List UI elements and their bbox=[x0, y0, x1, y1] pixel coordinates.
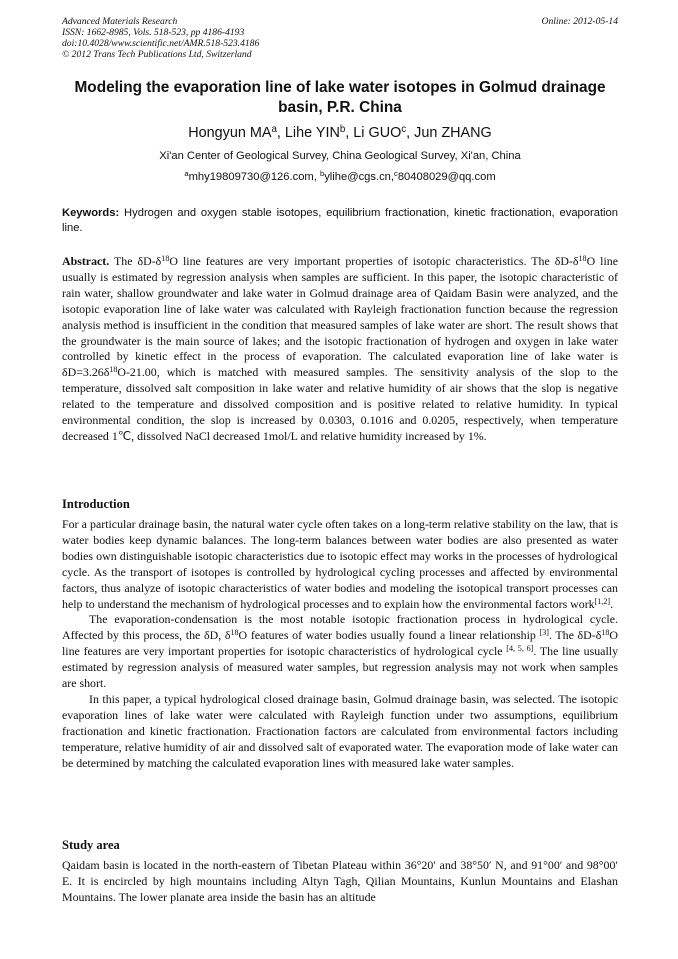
text-run: . The δD-δ bbox=[548, 628, 602, 643]
citation[interactable]: [3] bbox=[539, 628, 549, 638]
abstract-text: O line usually is estimated by regression analysis when samples are sufficient. In this paper, the isotopic characteristic of rain water, shallow groundwater and lake water in Golmud drainage area of Qaidam Basin were analyzed, and the isotopic evaporation line of lake water was calculated with Rayleigh fractionation function because the regression analysis method is insufficient in the condition that measured samples of lake water are short. The result shows that the groundwater is the main source of lakes; and the isotopic fractionation of hydrogen and oxygen in lake water controlled by kinetic effect in the process of evaporation. The calculated evaporation line of lake water is δD=3.26δ bbox=[62, 254, 618, 380]
author bbox=[188, 125, 285, 141]
email-list bbox=[62, 170, 618, 184]
text-run: O line features are very important properties for isotopic characteristics of hydrological cycle bbox=[62, 628, 618, 659]
superscript: 18 bbox=[161, 253, 170, 263]
paper-title: Modeling the evaporation line of lake water isotopes in Golmud drainage basin, P.R. China bbox=[74, 79, 606, 116]
email-mark: a bbox=[184, 169, 189, 179]
author-separator: , bbox=[345, 125, 354, 141]
issn-line: ISSN: 1662-8985, Vols. 518-523, pp 4186-4193 bbox=[62, 27, 245, 38]
author-name: Hongyun MA bbox=[188, 125, 272, 141]
doi-line: doi:10.4028/www.scientific.net/AMR.518-523.4186 bbox=[62, 38, 260, 49]
citation[interactable]: [4, 5, 6] bbox=[506, 644, 534, 654]
abstract-text: The δD-δ bbox=[109, 254, 162, 268]
author-name: Jun ZHANG bbox=[414, 125, 492, 141]
author bbox=[353, 125, 414, 141]
keywords bbox=[62, 206, 618, 236]
superscript: 18 bbox=[601, 628, 610, 638]
paragraph bbox=[62, 692, 618, 772]
author bbox=[414, 125, 492, 141]
author bbox=[285, 125, 353, 141]
paragraph bbox=[62, 517, 618, 612]
journal-header bbox=[62, 16, 618, 60]
study-area-body: Qaidam basin is located in the north-eastern of Tibetan Plateau within 36°20′ and 38°50′ N, and 91°00′ and 98°00′ E. It is encircled by high mountains including Altyn Tagh, Qilian Mountains, Kunlun Mountains and Elashan Mountains. The lower planate area inside the basin has an altitude bbox=[62, 858, 618, 904]
email-mark: c bbox=[394, 169, 398, 179]
author-name: Li GUO bbox=[353, 125, 402, 141]
section-heading-introduction: Introduction bbox=[62, 497, 130, 511]
superscript: 18 bbox=[109, 365, 118, 375]
email-address[interactable]: 80408029@qq.com bbox=[397, 171, 496, 183]
email-mark: b bbox=[319, 169, 325, 179]
paragraph bbox=[62, 612, 618, 692]
online-date: Online: 2012-05-14 bbox=[541, 16, 618, 27]
text-run: The evaporation-condensation is the most notable isotopic fractionation process in hydrological cycle. Affected by this process, the δD, δ bbox=[62, 612, 618, 643]
citation[interactable]: [1,2] bbox=[594, 596, 611, 606]
affiliation: Xi'an Center of Geological Survey, China Geological Survey, Xi'an, China bbox=[159, 150, 521, 162]
text-run: O features of water bodies usually found a linear relationship bbox=[238, 628, 540, 643]
author-affil-mark: a bbox=[271, 124, 277, 136]
author-separator: , bbox=[276, 125, 285, 141]
keywords-text: Hydrogen and oxygen stable isotopes, equilibrium fractionation, kinetic fractionation, evaporation line. bbox=[62, 207, 618, 234]
author-separator: , bbox=[406, 125, 415, 141]
text-run: . bbox=[610, 596, 614, 611]
section-heading-study-area: Study area bbox=[62, 838, 120, 852]
text-run: In this paper, a typical hydrological closed drainage basin, Golmud drainage basin, was selected. The isotopic evaporation lines of lake water were calculated with Rayleigh function under two assumptions, equilibrium fractionation and kinetic fractionation. Fractionation factors are calculated from environmental factors including temperature, relative humidity of air and dissolved salt of evaporated water. The evaporation mode of lake water can be determined by matching the calculated evaporation lines with measured lake water samples. bbox=[62, 691, 618, 770]
keywords-label: Keywords: bbox=[62, 207, 120, 219]
abstract-text: O-21.00, which is matched with measured samples. The sensitivity analysis of the slop to the temperature, dissolved salt composition in lake water and relative humidity of air shows that the slop is negative related to the temperature and dissolved composition and is positive related to relative humidity. In typical environmental condition, the slop is increased by 0.0303, 0.1016 and 0.0205, respectively, when temperature decreased 1℃, dissolved NaCl decreased 1mol/L and relative humidity increased by 1%. bbox=[62, 365, 618, 443]
superscript: 18 bbox=[578, 253, 587, 263]
journal-name: Advanced Materials Research bbox=[62, 16, 178, 27]
abstract-body bbox=[62, 254, 618, 443]
superscript: 18 bbox=[230, 628, 239, 638]
email-address[interactable]: ylihe@cgs.cn, bbox=[324, 171, 395, 183]
abstract-label: Abstract. bbox=[62, 254, 110, 268]
text-run: . The line usually estimated by regression analysis of measured water samples, but regression analysis may not work when samples are short. bbox=[62, 644, 619, 691]
author-affil-mark: b bbox=[339, 124, 346, 136]
author-list bbox=[62, 124, 618, 142]
introduction-body bbox=[62, 517, 618, 772]
abstract-text: O line features are very important properties of isotopic characteristics. The δD-δ bbox=[169, 254, 579, 268]
email-address[interactable]: mhy19809730@126.com, bbox=[188, 171, 320, 183]
abstract bbox=[62, 254, 618, 445]
copyright-line: © 2012 Trans Tech Publications Ltd, Switzerland bbox=[62, 49, 252, 60]
author-name: Lihe YIN bbox=[284, 125, 340, 141]
text-run: For a particular drainage basin, the natural water cycle often takes on a long-term relative stability on the law, that is water bodies keep dynamic balances. The long-term balances between water bodies are also presented as water bodies own distinguishable isotopic characteristics due to isotopic effect may works in the processes of hydrological cycle. As the transport of isotopes is controlled by hydrological cycling processes and affected by environmental factors, thus analyze of isotopic characteristics of water bodies and modeling the isotopical transport processes can help to understand the mechanism of hydrological processes and to explain how the environmental factors work bbox=[62, 517, 618, 611]
author-affil-mark: c bbox=[401, 124, 407, 136]
